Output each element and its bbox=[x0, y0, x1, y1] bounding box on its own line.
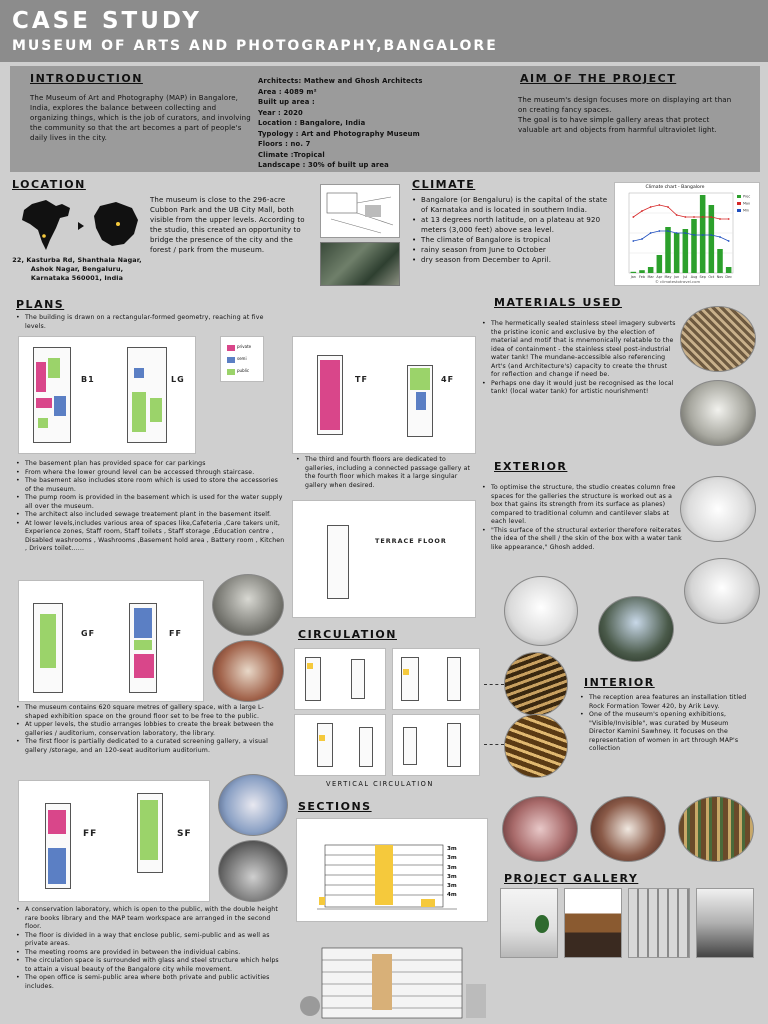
floorplan-4f bbox=[407, 365, 433, 437]
intro-text: The Museum of Art and Photography (MAP) in Bangalore, India, explores the balance between collecting and organizing things, which is the job of curators, and involving the community so that the art becomes a part of people's daily lives in the city. bbox=[30, 94, 251, 142]
section-height-label: 4m bbox=[447, 892, 457, 899]
floorplan-ff-2 bbox=[45, 803, 71, 889]
plans-intro bbox=[16, 314, 286, 331]
label-gf: GF bbox=[81, 629, 96, 638]
fact-line: Typology : Art and Photography Museum bbox=[258, 129, 420, 138]
basement-note: • The pump room is provided in the basement which is used for the water supply all over the museum. bbox=[16, 494, 286, 511]
chart-tick-label: Nov bbox=[716, 275, 724, 279]
stair-photo-1 bbox=[504, 652, 568, 716]
chart-legend-label: Max bbox=[743, 201, 751, 206]
chart-legend-swatch bbox=[737, 209, 741, 212]
chart-point bbox=[667, 206, 669, 208]
fact-line: Location : Bangalore, India bbox=[258, 119, 366, 128]
chart-tick-label: Feb bbox=[638, 275, 646, 279]
plans-intro-item: • The building is drawn on a rectangular-formed geometry, reaching at five levels. bbox=[16, 314, 286, 331]
chart-bar bbox=[674, 233, 680, 273]
chart-tick-label: Aug bbox=[690, 275, 698, 279]
gallery-heading: PROJECT GALLERY bbox=[504, 872, 639, 885]
fact-line: Floors : no. 7 bbox=[258, 140, 311, 149]
interior-photo-3 bbox=[678, 796, 754, 862]
fact-line: Area : 4089 m² bbox=[258, 87, 317, 96]
chart-bar bbox=[709, 205, 715, 273]
chart-tick-label: Jan bbox=[630, 275, 636, 279]
materials-list bbox=[482, 320, 678, 397]
chart-tick-label: Jul bbox=[683, 275, 688, 279]
climate-list bbox=[412, 196, 612, 266]
climate-item: • Bangalore (or Bengaluru) is the capital of the state of Karnataka and is located in southern India. bbox=[412, 196, 612, 216]
label-tf: TF bbox=[355, 375, 368, 384]
label-terrace: TERRACE FLOOR bbox=[375, 537, 447, 545]
gallery-note: • The first floor is partially dedicated to a curated screening gallery, a visual gallery /storage, and an 120-seat auditorium auditorium. bbox=[16, 738, 286, 755]
sections-heading: SECTIONS bbox=[298, 800, 372, 813]
chart-bar bbox=[639, 270, 645, 273]
interior-list bbox=[580, 694, 756, 754]
lower-note: • The meeting rooms are provided in between the individual cabins. bbox=[16, 949, 286, 958]
interior-item: • One of the museum's opening exhibitions, "Visible/Invisible", was curated by Museum Director Kamini Sawhney. It focuses on the representation of women in art through MAP's collection bbox=[580, 711, 756, 754]
lower-floor-notes bbox=[16, 906, 286, 991]
interior-heading: INTERIOR bbox=[584, 676, 655, 689]
page-header bbox=[0, 0, 768, 62]
section-height-label: 3m bbox=[447, 873, 457, 880]
chart-legend-swatch bbox=[737, 202, 741, 205]
basement-note: • From where the lower ground level can be accessed through staircase. bbox=[16, 469, 286, 478]
chart-bar bbox=[700, 195, 706, 273]
chart-point bbox=[710, 234, 712, 236]
gallery-photo-4 bbox=[218, 840, 288, 902]
chart-tick-label: Oct bbox=[708, 275, 715, 279]
page-title: CASE STUDY bbox=[12, 8, 202, 34]
chart-point bbox=[676, 214, 678, 216]
chart-bar bbox=[648, 267, 654, 273]
chart-point bbox=[693, 234, 695, 236]
materials-item: • The hermetically sealed stainless steel imagery subverts the pristine iconic and exclusive by the election of material and motif that is mnemonically relatable to the idea of containment - the stainless steel post-industrial water tank! The mundane-accessible also referencing Art's (and Architecture's) capacity to create the thrust for reflection and change if need be. bbox=[482, 320, 678, 380]
label-ff: FF bbox=[169, 629, 182, 638]
plan-terrace bbox=[292, 500, 476, 618]
location-maps bbox=[12, 196, 142, 256]
chart-point bbox=[632, 240, 634, 242]
plan-ff-sf bbox=[18, 780, 210, 902]
chart-point bbox=[702, 216, 704, 218]
floorplan-tf bbox=[317, 355, 343, 435]
project-photo-4 bbox=[696, 888, 754, 958]
floorplan-ff bbox=[129, 603, 157, 693]
label-lg: LG bbox=[171, 375, 185, 384]
section-height-label: 3m bbox=[447, 855, 457, 862]
chart-point bbox=[719, 236, 721, 238]
circulation-plan-2 bbox=[392, 648, 480, 710]
climate-item: • The climate of Bangalore is tropical bbox=[412, 236, 612, 246]
chart-point bbox=[650, 206, 652, 208]
materials-photo-1 bbox=[680, 306, 756, 372]
label-sf: SF bbox=[177, 829, 192, 839]
chart-tick-label: May bbox=[664, 275, 672, 279]
chart-point bbox=[676, 232, 678, 234]
chart-tick-label: Mar bbox=[647, 275, 654, 279]
climate-item: • rainy season from June to October bbox=[412, 246, 612, 256]
fact-line: Architects: Mathew and Ghosh Architects bbox=[258, 77, 423, 85]
chart-point bbox=[684, 232, 686, 234]
exterior-photo bbox=[598, 596, 674, 662]
chart-tick-label: Apr bbox=[656, 275, 663, 279]
project-photo-1 bbox=[500, 888, 558, 958]
plan-b1-lg bbox=[18, 336, 196, 454]
upper-note: • The third and fourth floors are dedicated to galleries, including a connected passage gallery at the fourth floor which makes it a large singular gallery when desired. bbox=[296, 456, 476, 490]
gallery-note: • The museum contains 620 square metres of gallery space, with a large L-shaped exhibition space on the ground floor set to be free to the public. bbox=[16, 704, 286, 721]
exterior-item: • To optimise the structure, the studio creates column free spaces for the galleries the structure is worked out as a box that gains its strength from its surface as planes) compared to traditional column and cantilever slabs at each level. bbox=[482, 484, 682, 527]
basement-note: • At lower levels,includes various area of spaces like,Cafeteria ,Care takers unit, Experience zones, Staff room, Staff toilets , Staff storage ,Education centre , Disabled washrooms , Washrooms ,Basement hold area , Battery room , Kitchen , Drivers toilet...... bbox=[16, 520, 286, 554]
chart-title: Climate chart - Bangalore bbox=[645, 185, 705, 190]
exterior-list bbox=[482, 484, 682, 552]
location-address: 22, Kasturba Rd, Shanthala Nagar, Ashok Nagar, Bengaluru, Karnataka 560001, India bbox=[12, 256, 142, 282]
project-photo-3 bbox=[628, 888, 690, 958]
chart-bar bbox=[717, 249, 723, 273]
gallery-photo-1 bbox=[212, 574, 284, 636]
exterior-model-2 bbox=[684, 558, 760, 624]
climate-chart bbox=[614, 182, 760, 286]
interior-item: • The reception area features an installation titled Rock Formation Tower 420, by Arik Levy. bbox=[580, 694, 756, 711]
project-facts bbox=[258, 76, 458, 171]
exterior-item: • "This surface of the structural exterior therefore reiterates the idea of the shell / the skin of the box with a water tank like appearance," Ghosh added. bbox=[482, 527, 682, 553]
lower-note: • A conservation laboratory, which is open to the public, with the double height rare books library and the MAP team workspace are arranged in the second floor. bbox=[16, 906, 286, 932]
gallery-photo-2 bbox=[212, 640, 284, 702]
chart-tick-label: Sep bbox=[699, 275, 706, 279]
label-b1: B1 bbox=[81, 375, 95, 384]
exterior-model-1 bbox=[680, 476, 756, 542]
materials-heading: MATERIALS USED bbox=[494, 296, 622, 309]
fact-line: Climate :Tropical bbox=[258, 150, 325, 159]
floorplan-lg bbox=[127, 347, 167, 443]
chart-point bbox=[710, 216, 712, 218]
chart-footer: © climatestotravel.com bbox=[655, 279, 701, 284]
basement-note: • The basement plan has provided space for car parkings bbox=[16, 460, 286, 469]
lower-note: • The circulation space is surrounded with glass and steel structure which helps to attain a visual beauty of the Bangalore city while movement. bbox=[16, 957, 286, 974]
location-heading: LOCATION bbox=[12, 178, 86, 191]
chart-plot bbox=[615, 183, 761, 287]
basement-notes bbox=[16, 460, 286, 554]
arrow-icon bbox=[78, 222, 84, 230]
chart-point bbox=[641, 210, 643, 212]
floorplan-b1 bbox=[33, 347, 71, 443]
plan-tf-4f bbox=[292, 336, 476, 454]
chart-point bbox=[641, 238, 643, 240]
chart-bar bbox=[657, 255, 663, 273]
interior-photo-2 bbox=[590, 796, 666, 862]
india-map-icon bbox=[22, 200, 70, 250]
location-text: The museum is close to the 296-acre Cubbon Park and the UB City Mall, both visible from the upper levels. According to the studio, this created an opportunity to bridge the presence of the city and the forest / park from the museum. bbox=[150, 196, 305, 254]
chart-point bbox=[658, 230, 660, 232]
connector-line-2 bbox=[484, 744, 504, 745]
chart-point bbox=[728, 218, 730, 220]
connector-line-1 bbox=[484, 684, 504, 685]
lower-note: • The open office is semi-public area where both private and public activities includes. bbox=[16, 974, 286, 991]
section-height-label: 3m bbox=[447, 883, 457, 890]
aim-heading: AIM OF THE PROJECT bbox=[520, 72, 677, 85]
circulation-plan-4 bbox=[392, 714, 480, 776]
chart-legend-swatch bbox=[737, 195, 741, 198]
plans-heading: PLANS bbox=[16, 298, 65, 311]
section-drawing bbox=[296, 818, 488, 922]
gallery-note: • At upper levels, the studio arranges lobbies to create the break between the galleries / auditorium, conservation laboratory, the library. bbox=[16, 721, 286, 738]
chart-point bbox=[728, 240, 730, 242]
plan-legend bbox=[220, 336, 264, 382]
climate-item: • dry season from December to April. bbox=[412, 256, 612, 266]
gallery-notes bbox=[16, 704, 286, 755]
floorplan-terrace bbox=[327, 525, 349, 599]
chart-tick-label: Jun bbox=[674, 275, 680, 279]
chart-point bbox=[693, 216, 695, 218]
legend-public: public bbox=[237, 368, 250, 373]
chart-bar bbox=[665, 227, 671, 273]
section-3d bbox=[296, 924, 492, 1024]
chart-point bbox=[684, 216, 686, 218]
project-photo-2 bbox=[564, 888, 622, 958]
circulation-heading: CIRCULATION bbox=[298, 628, 397, 641]
chart-point bbox=[650, 232, 652, 234]
intro-heading: INTRODUCTION bbox=[30, 72, 143, 85]
chart-point bbox=[702, 234, 704, 236]
section-lines bbox=[297, 819, 489, 923]
chart-point bbox=[719, 218, 721, 220]
section-height-label: 3m bbox=[447, 846, 457, 852]
exterior-model-3 bbox=[504, 576, 578, 646]
fact-line: Built up area : bbox=[258, 98, 315, 107]
chart-bar bbox=[683, 229, 689, 273]
climate-item: • at 13 degrees north latitude, on a plateau at 920 meters (3,000 feet) above sea level. bbox=[412, 216, 612, 236]
circulation-plan-3 bbox=[294, 714, 386, 776]
fact-line: Year : 2020 bbox=[258, 108, 303, 117]
upper-floor-notes bbox=[296, 456, 476, 490]
site-plan-image bbox=[320, 184, 400, 238]
chart-bar bbox=[631, 272, 637, 273]
circulation-plan-1 bbox=[294, 648, 386, 710]
label-ff-2: FF bbox=[83, 829, 98, 839]
stair-photo-2 bbox=[504, 714, 568, 778]
basement-note: • The architect also included sewage treatement plant in the basement itself. bbox=[16, 511, 286, 520]
gallery-photo-3 bbox=[218, 774, 288, 836]
lower-note: • The floor is divided in a way that enclose public, semi-public and as well as private areas. bbox=[16, 932, 286, 949]
page-subtitle: MUSEUM OF ARTS AND PHOTOGRAPHY,BANGALORE bbox=[12, 38, 498, 54]
interior-photo-1 bbox=[502, 796, 578, 862]
aerial-photo bbox=[320, 242, 400, 286]
section-height-label: 3m bbox=[447, 864, 457, 871]
aim-text: The museum's design focuses more on displaying art than on creating fancy spaces. The goal is to have simple gallery areas that protect valuable art and objects from harmful ultraviolet light. bbox=[518, 96, 732, 134]
legend-semi: semi bbox=[237, 356, 247, 361]
circulation-caption: VERTICAL CIRCULATION bbox=[326, 780, 434, 788]
chart-bar bbox=[726, 267, 732, 273]
chart-point bbox=[667, 230, 669, 232]
exterior-heading: EXTERIOR bbox=[494, 460, 568, 473]
materials-photo-2 bbox=[680, 380, 756, 446]
floorplan-gf bbox=[33, 603, 63, 693]
chart-tick-label: Dec bbox=[725, 275, 732, 279]
climate-heading: CLIMATE bbox=[412, 178, 476, 191]
basement-note: • The basement also includes store room which is used to store the accessories of the museum. bbox=[16, 477, 286, 494]
fact-line: Landscape : 30% of built up area bbox=[258, 161, 389, 170]
chart-bar bbox=[691, 219, 697, 273]
chart-legend-label: Min bbox=[743, 208, 750, 213]
section-heights bbox=[447, 845, 457, 901]
plan-gf-ff bbox=[18, 580, 204, 702]
chart-point bbox=[658, 204, 660, 206]
legend-private: private bbox=[237, 344, 252, 349]
materials-item: • Perhaps one day it would just be recognised as the local tank! (local water tank) for artistic nourishment! bbox=[482, 380, 678, 397]
chart-point bbox=[632, 216, 634, 218]
floorplan-sf bbox=[137, 793, 163, 873]
label-4f: 4F bbox=[441, 375, 455, 384]
chart-legend-label: Prec bbox=[743, 194, 751, 199]
